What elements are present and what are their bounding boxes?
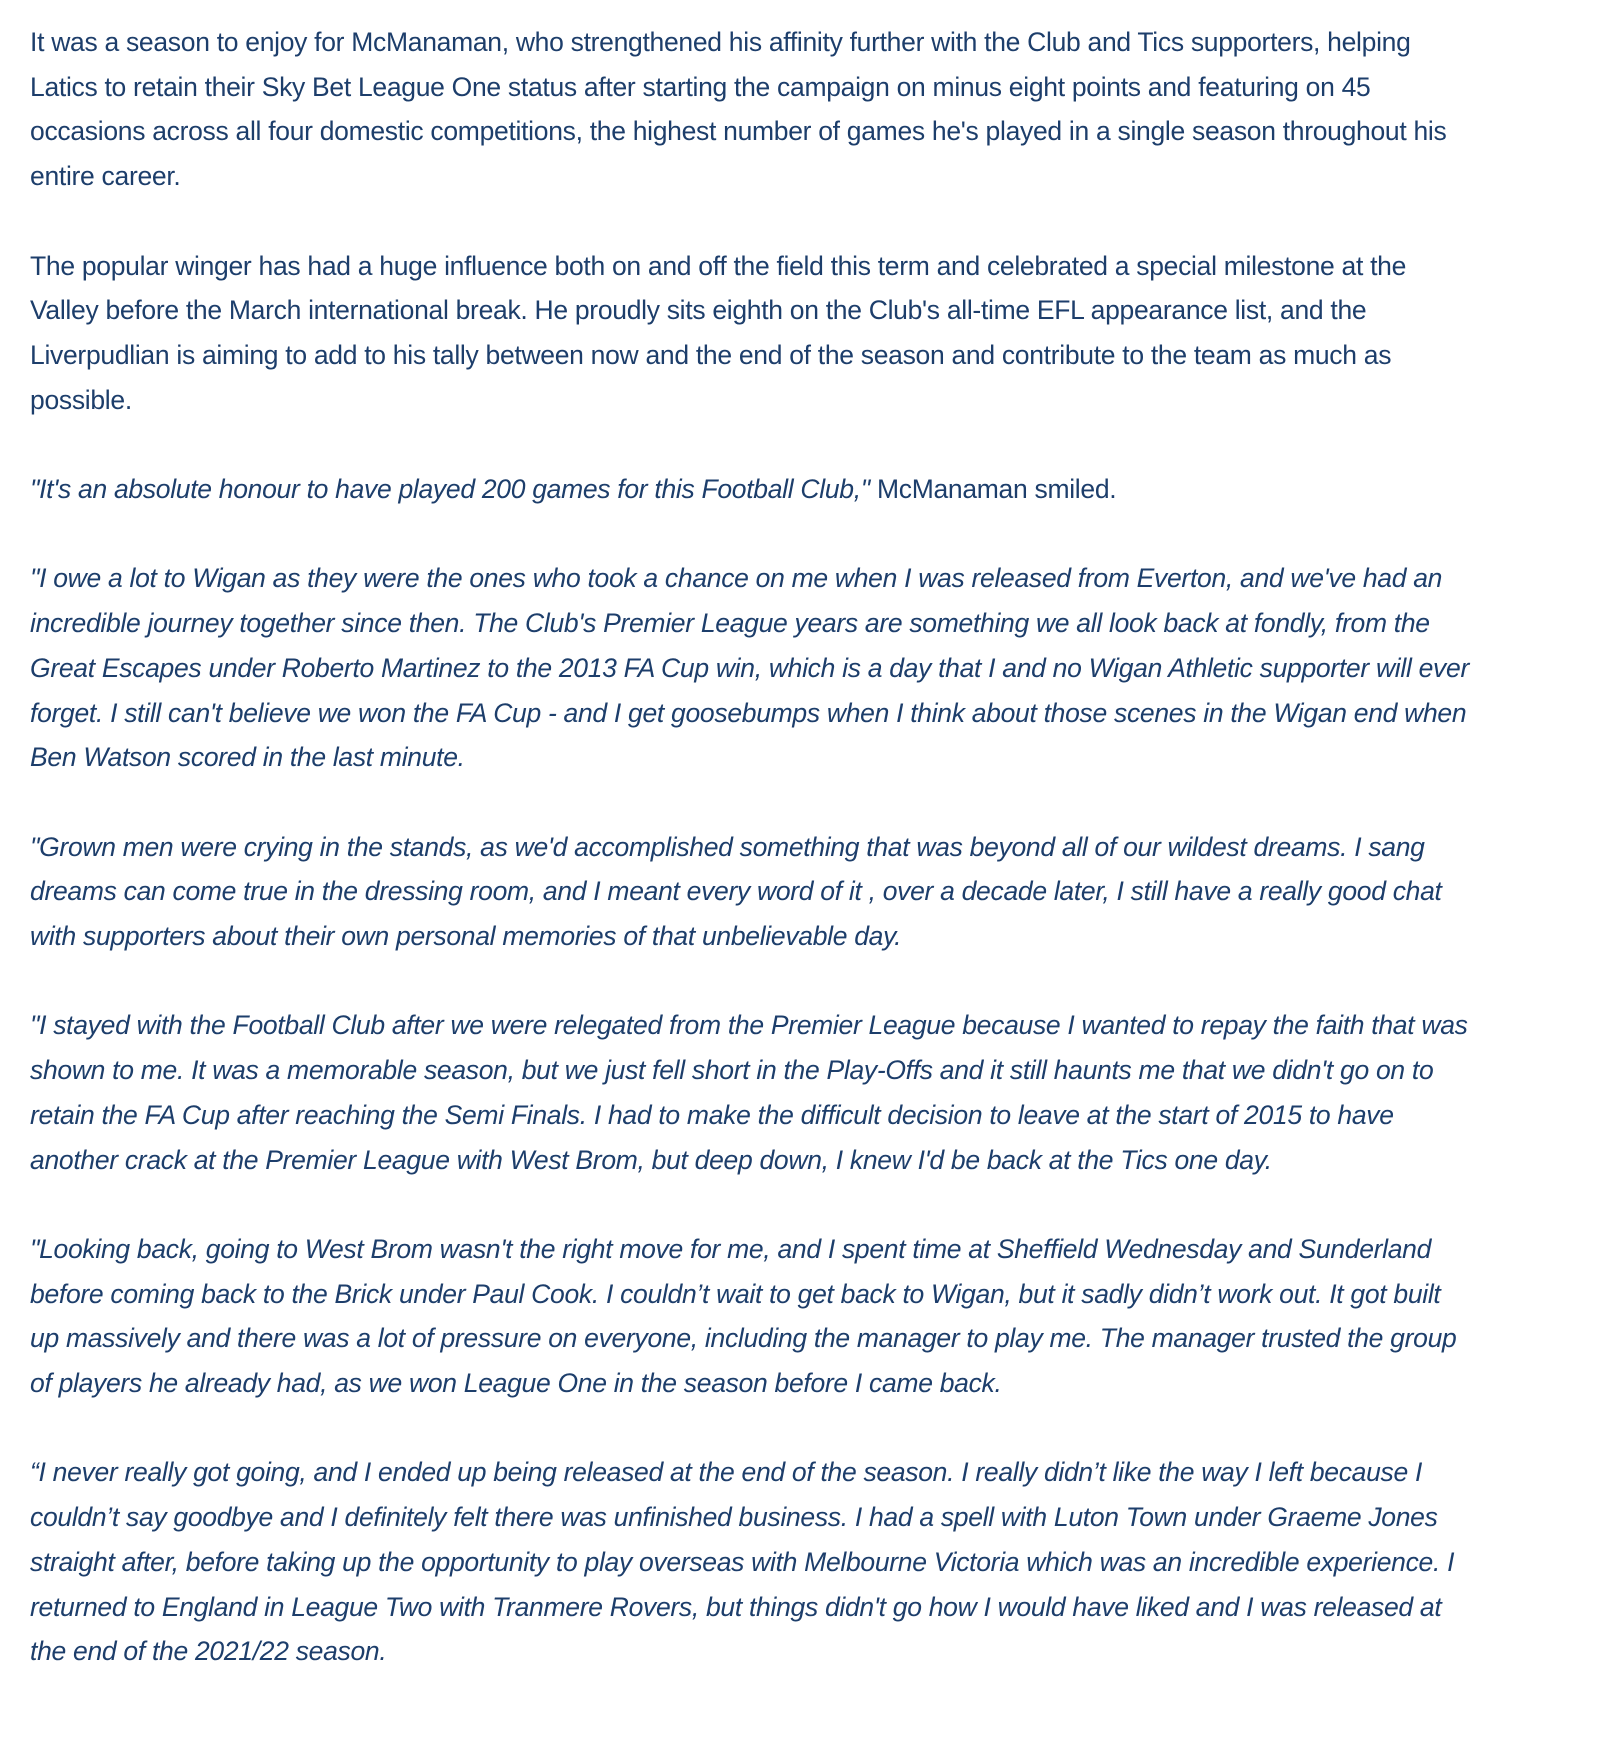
article-paragraph: It was a season to enjoy for McManaman, who strengthened his affinity further with the Club and Tics supporters, helping Latics to retain their Sky Bet League One status after starting the campaign on minus eight points and featuring on 45 occasions across all four domestic competitions, the highest number of games he's played in a single season throughout his entire career.	[30, 27, 1447, 192]
quote-paragraph: "Looking back, going to West Brom wasn't the right move for me, and I spent time at Sheffield Wednesday and Sunderland before coming back to the Brick under Paul Cook. I couldn’t wait to get back to Wigan, but it sadly didn’t work out. It got built up massively and there was a lot of pressure on everyone, including the manager to play me. The manager trusted the group of players he already had, as we won League One in the season before I came back.	[30, 1233, 1457, 1398]
article-paragraph: The popular winger has had a huge influence both on and off the field this term and celebrated a special milestone at the Valley before the March international break. He proudly sits eighth on the Club's all-time EFL appearance list, and the Liverpudlian is aiming to add to his tally between now and the end of the season and contribute to the team as much as possible.	[30, 250, 1407, 415]
quote-intro-text: "It's an absolute honour to have played 200 games for this Football Club,"	[30, 474, 870, 504]
quote-paragraph: "Grown men were crying in the stands, as we'd accomplished something that was beyond all of our wildest dreams. I sang dreams can come true in the dressing room, and I meant every word of it , over a decade later, I still have a really good chat with supporters about their own personal memories of that unbelievable day.	[30, 831, 1442, 951]
article-body	[30, 20, 1470, 1719]
quote-intro-paragraph	[30, 467, 1470, 512]
quote-paragraph: "I stayed with the Football Club after we were relegated from the Premier League because I wanted to repay the faith that was shown to me. It was a memorable season, but we just fell short in the Play-Offs and it still haunts me that we didn't go on to retain the FA Cup after reaching the Semi Finals. I had to make the difficult decision to leave at the start of 2015 to have another crack at the Premier League with West Brom, but deep down, I knew I'd be back at the Tics one day.	[30, 1010, 1468, 1175]
quote-attribution: McManaman smiled.	[869, 474, 1117, 504]
quote-paragraph: "I owe a lot to Wigan as they were the ones who took a chance on me when I was released from Everton, and we've had an incredible journey together since then. The Club's Premier League years are something we all look back at fondly, from the Great Escapes under Roberto Martinez to the 2013 FA Cup win, which is a day that I and no Wigan Athletic supporter will ever forget. I still can't believe we won the FA Cup - and I get goosebumps when I think about those scenes in the Wigan end when Ben Watson scored in the last minute.	[30, 563, 1469, 773]
quote-paragraph: “I never really got going, and I ended up being released at the end of the season. I really didn’t like the way I left because I couldn’t say goodbye and I definitely felt there was unfinished business. I had a spell with Luton Town under Graeme Jones straight after, before taking up the opportunity to play overseas with Melbourne Victoria which was an incredible experience. I returned to England in League Two with Tranmere Rovers, but things didn't go how I would have liked and I was released at the end of the 2021/22 season.	[30, 1457, 1455, 1667]
